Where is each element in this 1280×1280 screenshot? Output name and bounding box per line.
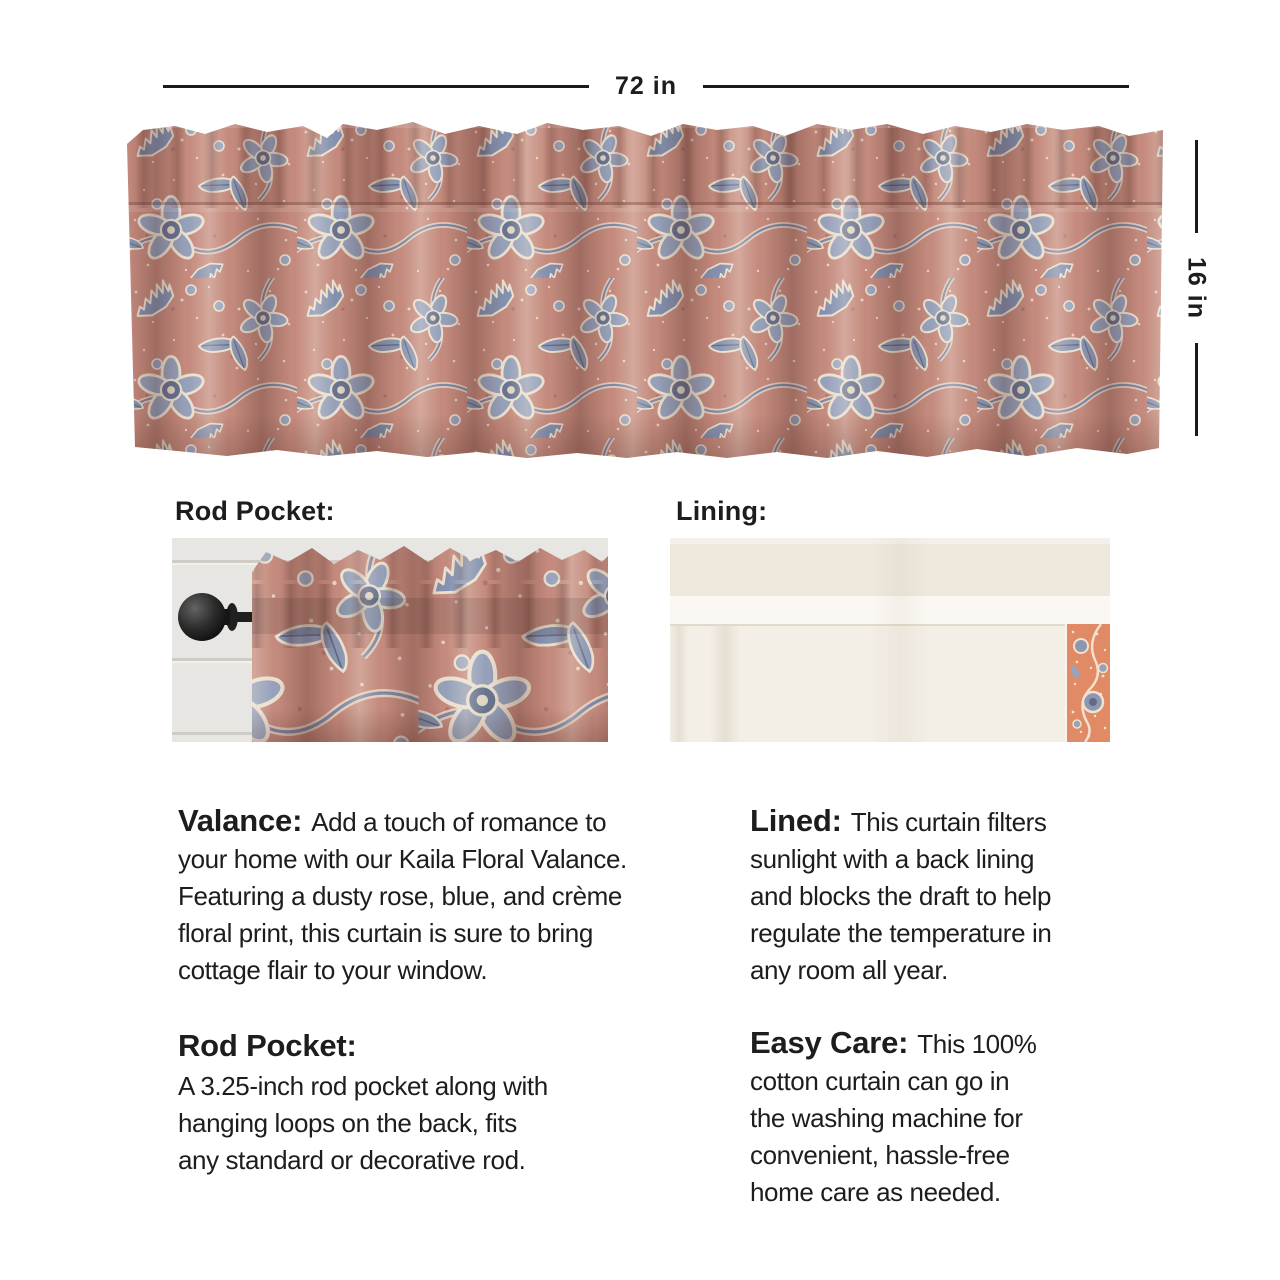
feature-text-line: and blocks the draft to help bbox=[750, 881, 1052, 911]
feature-text: This 100% bbox=[917, 1029, 1037, 1059]
feature-text-line: cottage flair to your window. bbox=[178, 955, 488, 985]
lining-back bbox=[670, 538, 1110, 742]
valance-photo bbox=[127, 118, 1163, 462]
feature-title: Easy Care: bbox=[750, 1025, 909, 1060]
rod-pocket-photo-label: Rod Pocket: bbox=[175, 496, 335, 526]
feature-text-line: cotton curtain can go in bbox=[750, 1066, 1010, 1096]
dimension-line-bottom bbox=[1195, 343, 1198, 436]
lining-floral-edge-strip bbox=[1067, 624, 1110, 742]
feature-text-line: sunlight with a back lining bbox=[750, 844, 1035, 874]
dimension-line-right bbox=[703, 85, 1129, 88]
height-dimension bbox=[1181, 140, 1211, 436]
feature-text-line: A 3.25-inch rod pocket along with bbox=[178, 1071, 548, 1101]
feature-text: This curtain filters bbox=[850, 807, 1047, 837]
feature-title: Rod Pocket: bbox=[178, 1028, 357, 1063]
feature-rod-pocket bbox=[178, 1024, 548, 1179]
feature-lined bbox=[750, 802, 1051, 989]
feature-valance bbox=[178, 802, 627, 989]
lining-photo-label: Lining: bbox=[676, 496, 768, 526]
rod-pocket-photo bbox=[172, 538, 608, 742]
feature-title: Valance: bbox=[178, 803, 303, 838]
dimension-line-left bbox=[163, 85, 589, 88]
feature-text-line: regulate the temperature in bbox=[750, 918, 1052, 948]
width-dimension bbox=[163, 66, 1129, 106]
lining-photo bbox=[670, 538, 1110, 742]
feature-easy-care bbox=[750, 1024, 1037, 1211]
feature-text-line bbox=[750, 1024, 1037, 1063]
feature-text-line: home care as needed. bbox=[750, 1177, 1001, 1207]
feature-text-line: convenient, hassle-free bbox=[750, 1140, 1010, 1170]
feature-text-line bbox=[750, 802, 1051, 841]
feature-text-line: hanging loops on the back, fits bbox=[178, 1108, 517, 1138]
width-dimension-label: 72 in bbox=[615, 71, 677, 100]
feature-text-line: any standard or decorative rod. bbox=[178, 1145, 526, 1175]
valance-fabric bbox=[127, 118, 1163, 462]
feature-text-line: Featuring a dusty rose, blue, and crème bbox=[178, 881, 622, 911]
feature-text-line: any room all year. bbox=[750, 955, 949, 985]
feature-text-line bbox=[178, 802, 627, 841]
height-dimension-label: 16 in bbox=[1182, 257, 1211, 319]
feature-text-line: the washing machine for bbox=[750, 1103, 1023, 1133]
feature-text-line: floral print, this curtain is sure to bring bbox=[178, 918, 593, 948]
feature-text: Add a touch of romance to bbox=[311, 807, 607, 837]
feature-title: Lined: bbox=[750, 803, 842, 838]
height-dimension-label-wrap bbox=[1181, 245, 1211, 331]
dimension-line-top bbox=[1195, 140, 1198, 233]
feature-text-line: your home with our Kaila Floral Valance. bbox=[178, 844, 627, 874]
